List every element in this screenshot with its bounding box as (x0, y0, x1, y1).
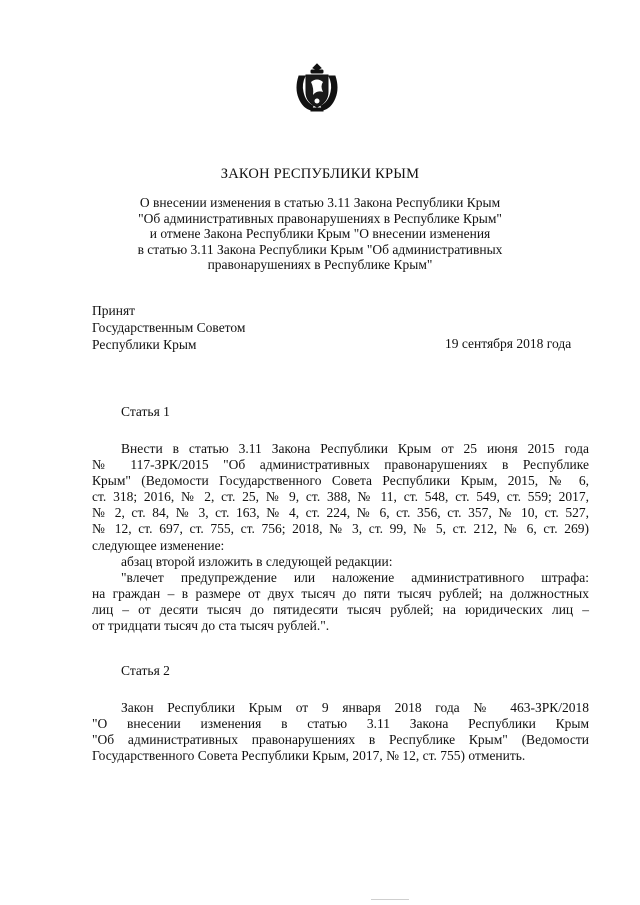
adopted-line: Республики Крым (92, 337, 197, 352)
article-1-line: ст. 318; 2016, № 2, ст. 25, № 9, ст. 388, № 11, ст. 548, ст. 549, ст. 559; 2017, (92, 489, 589, 505)
article-1-line: "влечет предупреждение или наложение административного штрафа: (121, 569, 589, 585)
article-2-body (92, 700, 589, 764)
article-1-body (92, 441, 589, 634)
article-2-line: "О внесении изменения в статью 3.11 Закона Республики Крым (92, 716, 589, 732)
article-1-line: Крым" (Ведомости Государственного Совета Республики Крым, 2015, № 6, (92, 473, 589, 489)
article-1-line: абзац второй изложить в следующей редакции: (121, 553, 393, 569)
subtitle-line: правонарушениях в Республике Крым" (207, 257, 433, 273)
law-title: ЗАКОН РЕСПУБЛИКИ КРЫМ (220, 166, 420, 182)
subtitle-line: в статью 3.11 Закона Республики Крым "Об административных (137, 241, 503, 257)
article-1-line: следующее изменение: (92, 537, 225, 553)
article-1-line: № 12, ст. 697, ст. 755, ст. 756; 2018, № 3, ст. 99, № 5, ст. 212, № 6, ст. 269) (92, 521, 589, 537)
article-2-line: Государственного Совета Республики Крым, 2017, № 12, ст. 755) отменить. (92, 748, 526, 764)
adoption-block (92, 302, 245, 353)
subtitle-line: О внесении изменения в статью 3.11 Закона Республики Крым (139, 195, 501, 210)
adopted-line: Государственным Советом (92, 320, 246, 335)
article-2-line: Закон Республики Крым от 9 января 2018 года № 463-ЗРК/2018 (121, 700, 589, 715)
law-subtitle (90, 195, 550, 273)
crimea-coat-of-arms-icon (293, 62, 341, 112)
subtitle-line: и отмене Закона Республики Крым "О внесении изменения (149, 226, 491, 242)
article-1-line: от тридцати тысяч до ста тысяч рублей.". (92, 618, 330, 634)
adopted-line: Принят (92, 303, 136, 318)
article-2-heading: Статья 2 (121, 663, 170, 678)
article-1-line: на граждан – в размере от двух тысяч до пяти тысяч рублей; на должностных (92, 585, 589, 601)
scan-edge-mark (371, 899, 409, 900)
article-2-line: "Об административных правонарушениях в Республике Крым" (Ведомости (92, 732, 589, 748)
article-1-line: Внести в статью 3.11 Закона Республики Крым от 25 июня 2015 года (121, 441, 589, 456)
subtitle-line: "Об административных правонарушениях в Республике Крым" (138, 210, 502, 226)
article-1-heading: Статья 1 (121, 404, 170, 419)
adoption-date: 19 сентября 2018 года (445, 336, 572, 351)
article-1-line: № 117-ЗРК/2015 "Об административных правонарушениях в Республике (92, 457, 589, 473)
article-1-line: лиц – от десяти тысяч до пятидесяти тысяч рублей; на юридических лиц – (92, 601, 589, 617)
article-1-line: № 2, ст. 84, № 3, ст. 163, № 4, ст. 224, № 6, ст. 356, ст. 357, № 10, ст. 527, (92, 505, 589, 521)
